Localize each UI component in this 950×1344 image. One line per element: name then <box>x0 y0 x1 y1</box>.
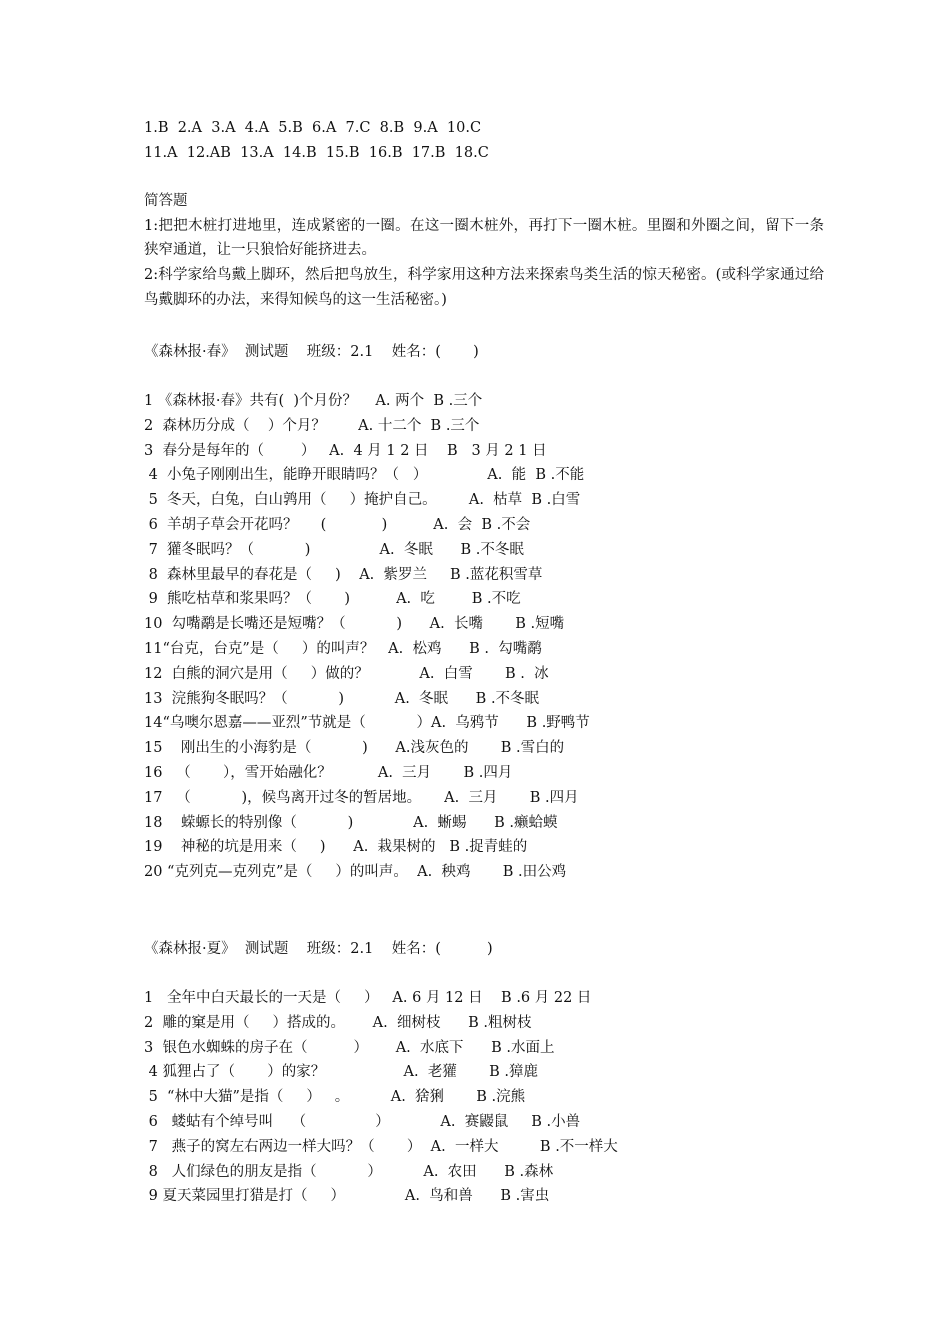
short-answer-item: 1:把把木桩打进地里，连成紧密的一圈。在这一圈木桩外，再打下一圈木桩。里圈和外圈之间，留下一条狭窄通道，让一只狼恰好能挤进去。 <box>144 217 824 259</box>
question-item: 5 冬天，白兔，白山鹑用（ ）掩护自己。 A. 枯草 B .白雪 <box>144 492 581 509</box>
question-item: 2 雕的窠是用（ ）搭成的。 A. 细树枝 B .粗树枝 <box>144 1014 532 1031</box>
question-item: 11“台克，台克”是（ ）的叫声？ A. 松鸡 B . 勾嘴鹬 <box>144 640 542 657</box>
question-item: 4 小兔子刚刚出生，能睁开眼睛吗？（ ） A. 能 B .不能 <box>144 467 585 484</box>
question-item: 5 “林中大猫”是指（ ） 。 A. 猞猁 B .浣熊 <box>144 1089 526 1106</box>
question-item: 19 神秘的坑是用来（ ) A. 栽果树的 B .捉青蛙的 <box>144 839 528 856</box>
question-item: 4 狐狸占了（ ）的家？ A. 老獾 B .獐鹿 <box>144 1064 538 1081</box>
question-item: 8 森林里最早的春花是（ ) A. 紫罗兰 B .蓝花积雪草 <box>144 566 543 583</box>
short-answer-section <box>144 189 824 312</box>
question-item: 20 “克列克—克列克”是（ ）的叫声。 A. 秧鸡 B .田公鸡 <box>144 864 567 881</box>
spring-question-list <box>144 389 824 885</box>
summer-test-title <box>144 937 824 962</box>
question-item: 6 羊胡子草会开花吗？ ( ) A. 会 B .不会 <box>144 516 531 533</box>
question-item: 1 《森林报·春》共有( )个月份？ A. 两个 B .三个 <box>144 393 483 409</box>
question-item: 9 夏天菜园里打猎是打（ ） A. 鸟和兽 B .害虫 <box>144 1188 550 1205</box>
question-item: 1 全年中白天最长的一天是（ ） A. 6 月 12 日 B .6 月 22 日 <box>144 990 592 1006</box>
question-item: 17 （ )，候鸟离开过冬的暂居地。 A. 三月 B .四月 <box>144 789 579 806</box>
question-item: 3 春分是每年的（ ） A. 4 月 1 2 日 B 3 月 2 1 日 <box>144 442 547 459</box>
question-item: 2 森林历分成（ ）个月？ A. 十二个 B .三个 <box>144 417 480 434</box>
test-title: 《森林报·春》 测试题 班级：2.1 姓名：( ) <box>144 344 479 360</box>
short-answer-heading: 简答题 <box>144 193 188 209</box>
question-item: 3 银色水蜘蛛的房子在（ ） A. 水底下 B .水面上 <box>144 1039 555 1056</box>
question-item: 12 白熊的洞穴是用（ ）做的？ A. 白雪 B . 冰 <box>144 665 549 682</box>
test-title: 《森林报·夏》 测试题 班级：2.1 姓名：( ) <box>144 941 493 957</box>
question-item: 8 人们绿色的朋友是指（ ） A. 农田 B .森林 <box>144 1163 554 1180</box>
question-item: 10 勾嘴鹬是长嘴还是短嘴？（ ) A. 长嘴 B .短嘴 <box>144 616 565 633</box>
answer-line: 11.A 12.AB 13.A 14.B 15.B 16.B 17.B 18.C <box>144 144 489 161</box>
answer-line: 1.B 2.A 3.A 4.A 5.B 6.A 7.C 8.B 9.A 10.C <box>144 120 482 136</box>
question-item: 7 獾冬眠吗？（ ) A. 冬眠 B .不冬眠 <box>144 541 524 558</box>
question-item: 18 蝾螈长的特别像（ ) A. 蜥蜴 B .癞蛤蟆 <box>144 814 558 831</box>
question-item: 14“乌噢尔恩嘉——亚烈”节就是（ ）A. 乌鸦节 B .野鸭节 <box>144 715 590 732</box>
short-answer-item: 2:科学家给鸟戴上脚环，然后把鸟放生，科学家用这种方法来探索鸟类生活的惊天秘密。(或科学家通过给鸟戴脚环的办法，来得知候鸟的这一生活秘密。) <box>144 266 824 308</box>
spring-test-title <box>144 340 824 365</box>
question-item: 9 熊吃枯草和浆果吗？（ ) A. 吃 B .不吃 <box>144 591 521 608</box>
question-item: 13 浣熊狗冬眠吗？（ ) A. 冬眠 B .不冬眠 <box>144 690 540 707</box>
summer-question-list <box>144 986 824 1209</box>
question-item: 7 燕子的窝左右两边一样大吗？（ ） A. 一样大 B .不一样大 <box>144 1138 618 1155</box>
question-item: 6 蝼蛄有个绰号叫 （ ） A. 赛鼹鼠 B .小兽 <box>144 1113 581 1130</box>
question-item: 16 （ ），雪开始融化？ A. 三月 B .四月 <box>144 764 513 781</box>
question-item: 15 刚出生的小海豹是（ ) A.浅灰色的 B .雪白的 <box>144 740 565 757</box>
answer-key <box>144 116 824 166</box>
